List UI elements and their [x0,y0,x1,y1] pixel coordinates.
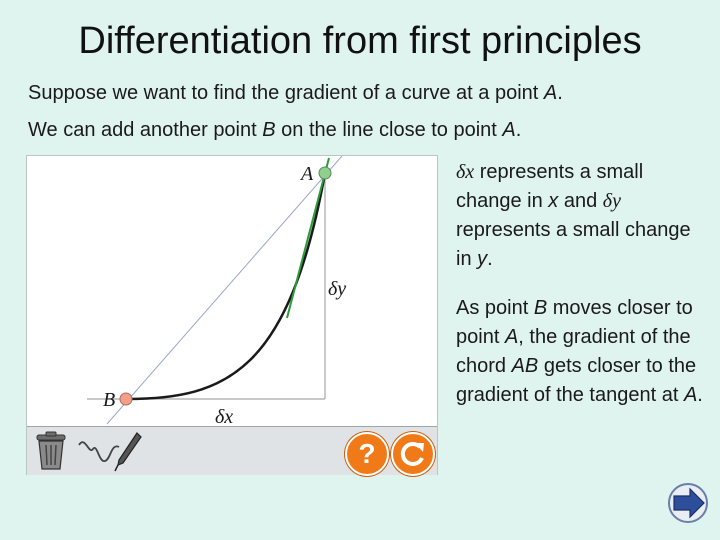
explanation-text-part: and [558,190,603,212]
delta-x-term: δx [456,161,475,183]
chord-line [107,156,342,424]
intro-line-2 [28,119,521,142]
explanation-text-part: . [697,384,703,406]
explanation-text-part: represents a small change in [456,161,644,212]
explanation-paragraph-1 [456,158,706,274]
label-b: B [103,389,116,411]
explanation-text-part: , the gradient of the chord [456,326,691,377]
label-a: A [301,163,314,185]
point-a-handle[interactable] [319,167,331,179]
explanation-text-part: represents a small change in [456,219,691,270]
explanation-text-part: gets closer to the gradient of the tangent at [456,355,697,406]
intro-text: on the line close to point [275,119,503,141]
x-variable: x [548,190,559,212]
delta-y-term: δy [602,190,621,212]
y-variable: y [477,248,488,270]
intro-end: . [557,82,563,104]
explanation-text-part: moves closer to point [456,297,693,348]
point-a-ref: A [543,82,558,104]
intro-line-1 [28,82,563,105]
intro-end: . [515,119,522,141]
intro-text: Suppose we want to find the gradient of a curve at a point [28,82,544,104]
point-b-handle[interactable] [120,393,132,405]
reset-button[interactable] [391,432,435,476]
next-slide-button[interactable] [666,482,712,524]
point-b-ref: B [533,297,548,319]
point-a-ref: A [683,384,698,406]
trash-icon[interactable] [33,431,69,471]
point-a-ref: A [504,326,519,348]
point-a-ref: A [502,119,516,141]
slide-title: Differentiation from first principles [78,20,642,62]
label-dy: δy [328,278,347,300]
graph-toolbar [27,426,437,475]
chord-ab-ref: AB [511,355,539,377]
label-dx: δx [215,406,234,426]
explanation-text-part: . [487,248,493,270]
intro-text: We can add another point [28,119,263,141]
curve-graph [27,156,437,426]
explanation-paragraph-2 [456,294,706,410]
interactive-graph-panel [26,155,438,475]
point-b-ref: B [262,119,276,141]
help-button[interactable]: ? [345,432,389,476]
explanation-text-part: As point [456,297,534,319]
pen-icon[interactable] [113,431,143,473]
reset-icon [393,434,433,474]
explanation-text [456,158,706,410]
